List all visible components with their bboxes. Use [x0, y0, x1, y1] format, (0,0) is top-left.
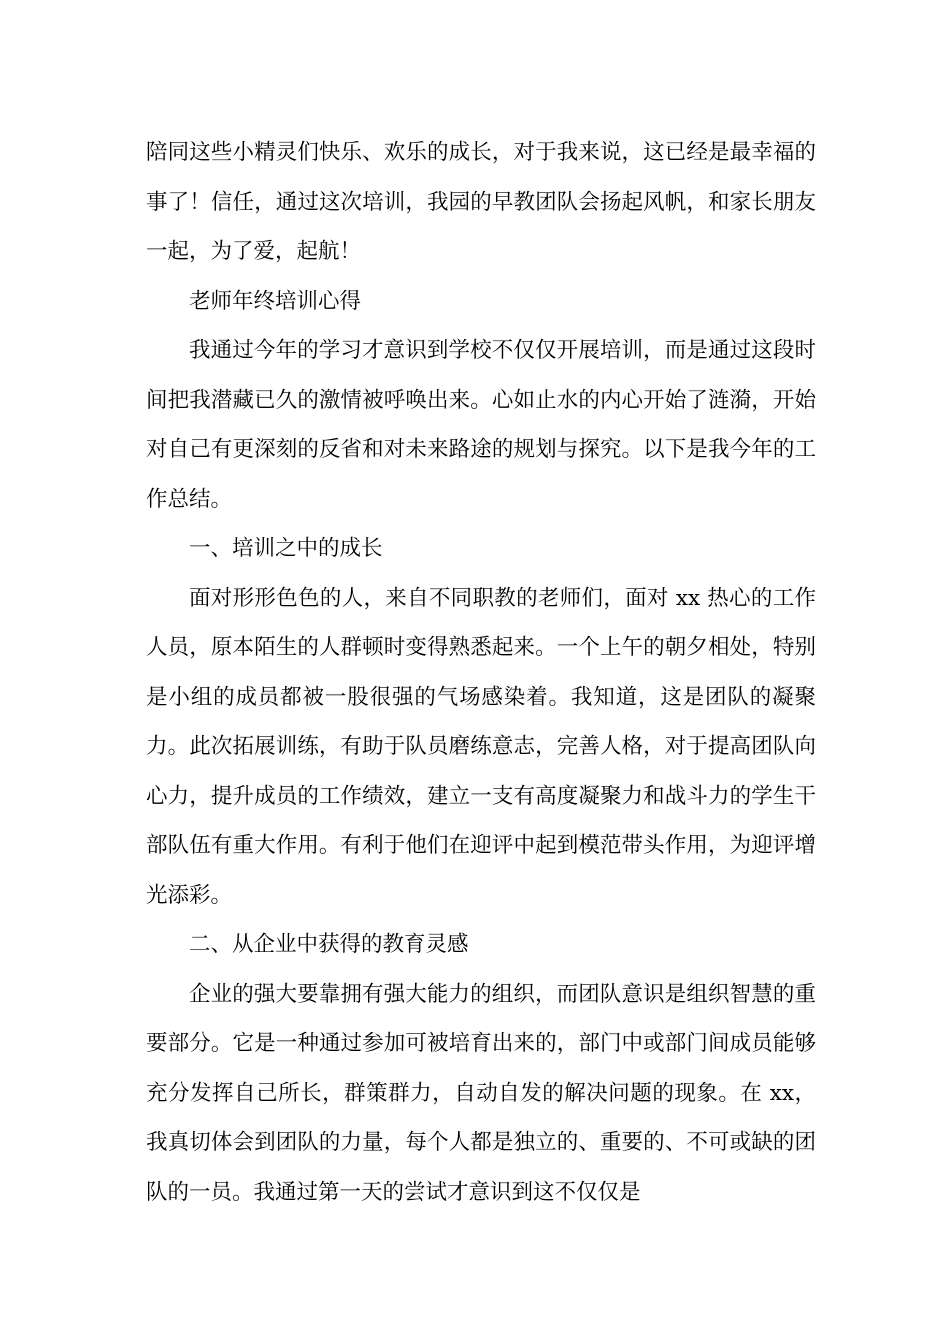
paragraph-intro: 我通过今年的学习才意识到学校不仅仅开展培训，而是通过这段时间把我潜藏已久的激情被呼唤出来。心如止水的内心开始了涟漪，开始对自己有更深刻的反省和对未来路途的规划与探究。以下是我今年的工作总结。 [146, 338, 816, 512]
paragraph-growth: 面对形形色色的人，来自不同职教的老师们，面对 xx 热心的工作人员，原本陌生的人群顿时变得熟悉起来。一个上午的朝夕相处，特别是小组的成员都被一股很强的气场感染着。我知道，这是团队的凝聚力。此次拓展训练，有助于队员磨练意志，完善人格，对于提高团队向心力，提升成员的工作绩效，建立一支有高度凝聚力和战斗力的学生干部队伍有重大作用。有利于他们在迎评中起到模范带头作用，为迎评增光添彩。 [146, 585, 816, 908]
heading-growth-in-training: 一、培训之中的成长 [189, 536, 383, 561]
paragraph-enterprise: 企业的强大要靠拥有强大能力的组织，而团队意识是组织智慧的重要部分。它是一种通过参加可被培育出来的，部门中或部门间成员能够充分发挥自己所长，群策群力，自动自发的解决问题的现象。在 xx，我真切体会到团队的力量，每个人都是独立的、重要的、不可或缺的团队的一员。我通过第一天的尝试才意识到这不仅仅是 [146, 981, 816, 1205]
paragraph-continuation: 陪同这些小精灵们快乐、欢乐的成长，对于我来说，这已经是最幸福的事了！信任，通过这次培训，我园的早教团队会扬起风帆，和家长朋友一起，为了爱，起航！ [146, 140, 816, 264]
section-title: 老师年终培训心得 [189, 288, 362, 314]
document-body [146, 128, 816, 1217]
heading-education-inspiration: 二、从企业中获得的教育灵感 [189, 932, 469, 957]
